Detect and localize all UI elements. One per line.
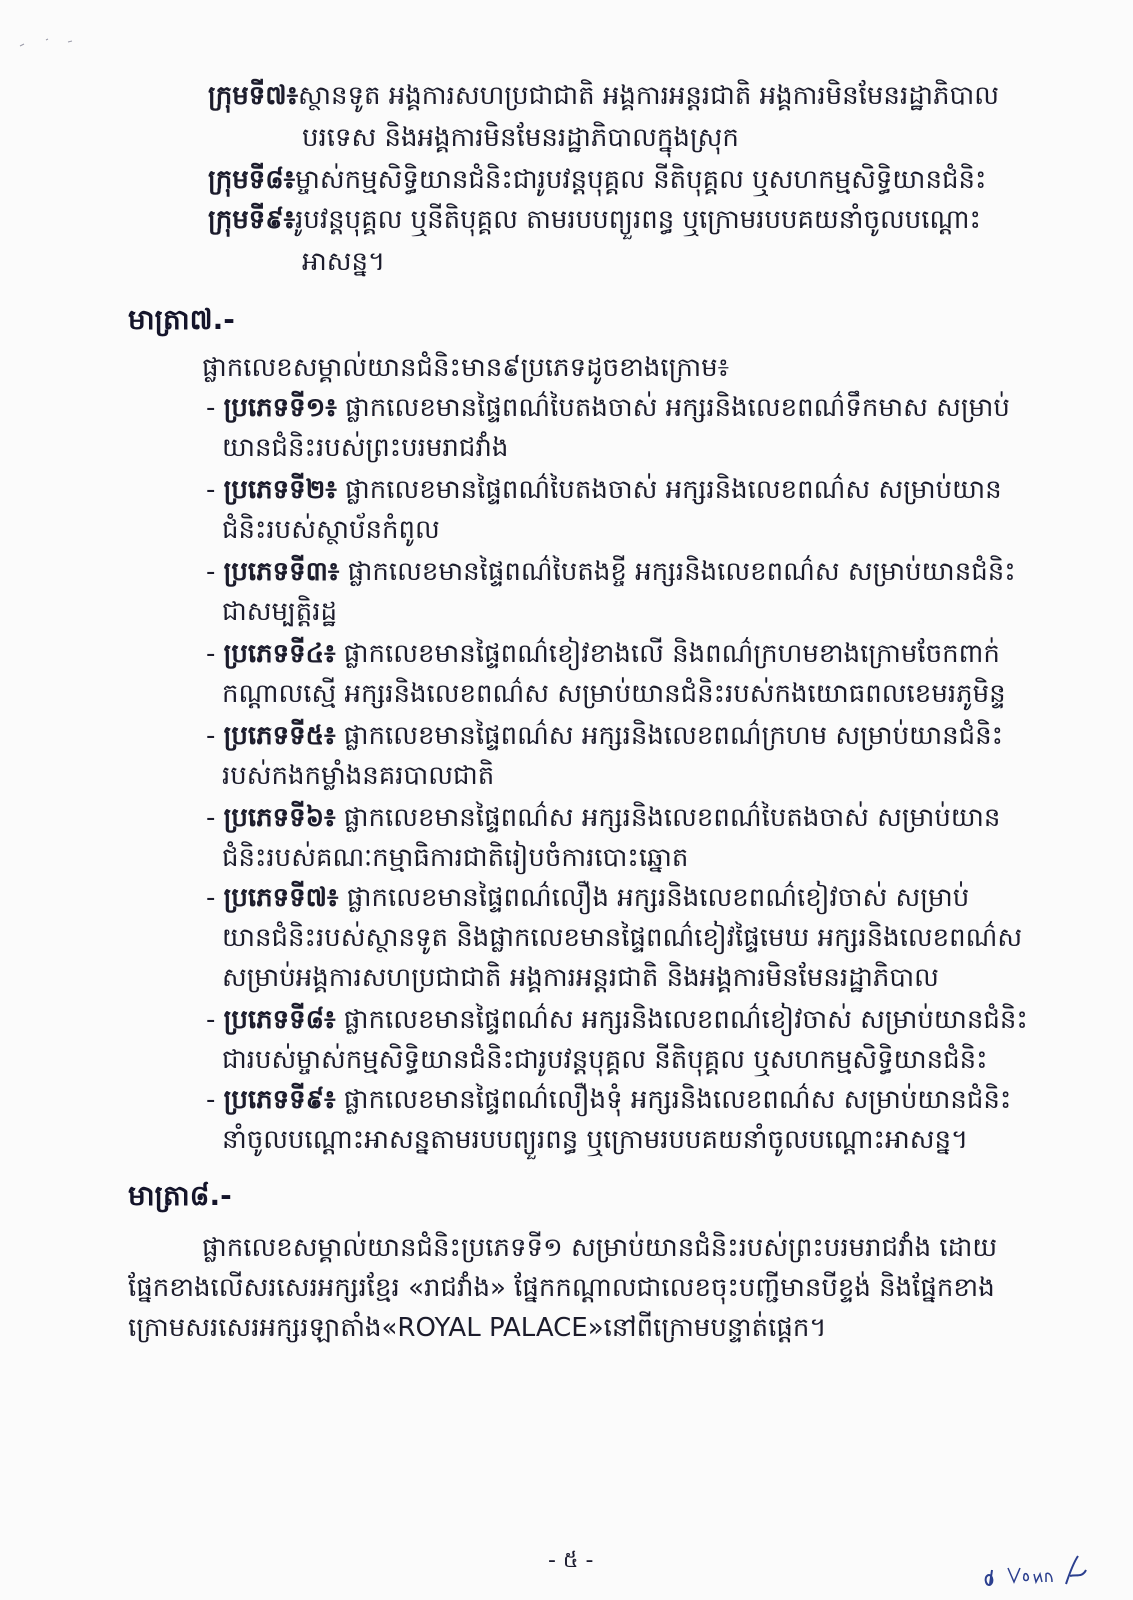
list-dash: - <box>206 393 224 423</box>
list-dash: - <box>206 639 224 669</box>
type-7-line-2: យានជំនិះរបស់ស្ថានទូត និងផ្លាកលេខមានផ្ទៃពណ៌ខៀវផ្ទៃមេឃ អក្សរនិងលេខពណ៌ស <box>222 923 1023 953</box>
type-7-line-3: សម្រាប់អង្គការសហប្រជាជាតិ អង្គការអន្តរជាតិ និងអង្គការមិនមែនរដ្ឋាភិបាល <box>222 963 939 993</box>
page-number: - ៥ - <box>548 1548 594 1573</box>
type-1-line-1 <box>206 388 1010 428</box>
group-8-label: ក្រុមទី៨៖ <box>208 165 296 195</box>
type-6-text: ផ្លាកលេខមានផ្ទៃពណ៌ស អក្សរនិងលេខពណ៌បៃតងចាស់ សម្រាប់យាន <box>343 803 1001 833</box>
type-8-label: ប្រភេទទី៨៖ <box>223 1005 336 1035</box>
type-3-text: ផ្លាកលេខមានផ្ទៃពណ៌បៃតងខ្ចី អក្សរនិងលេខពណ៌ស សម្រាប់យានជំនិះ <box>347 557 1016 587</box>
type-8-line-1 <box>206 1000 1028 1040</box>
type-6-line-1 <box>206 798 1000 838</box>
type-9-label: ប្រភេទទី៩៖ <box>223 1085 336 1115</box>
group-9-line-1: ក្រុមទី៩៖រូបវន្តបុគ្គល ឬនីតិបុគ្គល តាមរបបព្យួរពន្ធ ឬក្រោមរបបគយនាំចូលបណ្តោះ <box>208 205 981 235</box>
type-3-label: ប្រភេទទី៣៖ <box>223 557 340 587</box>
type-6-line-2: ជំនិះរបស់គណៈកម្មាធិការជាតិរៀបចំការបោះឆ្នោត <box>222 843 689 873</box>
type-8-line-2: ជារបស់ម្ចាស់កម្មសិទ្ធិយានជំនិះជារូបវន្តបុគ្គល នីតិបុគ្គល ឬសហកម្មសិទ្ធិយានជំនិះ <box>222 1045 988 1075</box>
type-7-line-1 <box>206 878 969 918</box>
article-8-line-3: ក្រោមសរសេរអក្សរឡាតាំង«ROYAL PALACE»នៅពីក្រោមបន្ទាត់ផ្តេក។ <box>128 1313 827 1343</box>
group-9-label: ក្រុមទី៩៖ <box>208 205 296 235</box>
type-2-text: ផ្លាកលេខមានផ្ទៃពណ៌បៃតងចាស់ អក្សរនិងលេខពណ៌ស សម្រាប់យាន <box>345 475 1002 505</box>
type-4-text: ផ្លាកលេខមានផ្ទៃពណ៌ខៀវខាងលើ និងពណ៌ក្រហមខាងក្រោមចែកពាក់ <box>343 639 1000 669</box>
group-7-line-2: បរទេស និងអង្គការមិនមែនរដ្ឋាភិបាលក្នុងស្រុក <box>302 123 739 153</box>
type-7-label: ប្រភេទទី៧៖ <box>223 883 339 913</box>
type-9-line-1 <box>206 1080 1011 1120</box>
group-9-line-2: អាសន្ន។ <box>302 247 386 277</box>
list-dash: - <box>206 1005 224 1035</box>
article-7-intro: ផ្លាកលេខសម្គាល់យានជំនិះមាន៩ប្រភេទដូចខាងក្រោម៖ <box>202 353 730 383</box>
type-4-line-2: កណ្តាលស្មើ អក្សរនិងលេខពណ៌ស សម្រាប់យានជំនិះរបស់កងយោធពលខេមរភូមិន្ទ <box>222 679 1006 709</box>
type-4-label: ប្រភេទទី៤៖ <box>223 639 336 669</box>
type-9-line-2: នាំចូលបណ្តោះអាសន្នតាមរបបព្យួរពន្ធ ឬក្រោមរបបគយនាំចូលបណ្តោះអាសន្ន។ <box>222 1125 969 1155</box>
type-6-label: ប្រភេទទី៦៖ <box>223 803 336 833</box>
list-dash: - <box>206 475 224 505</box>
type-8-text: ផ្លាកលេខមានផ្ទៃពណ៌ស អក្សរនិងលេខពណ៌ខៀវចាស់ សម្រាប់យានជំនិះ <box>343 1005 1028 1035</box>
article-8-line-2: ផ្នែកខាងលើសរសេរអក្សរខ្មែរ «រាជវាំង» ផ្នែកកណ្តាលជាលេខចុះបញ្ជីមានបីខ្ទង់ និងផ្នែកខាង <box>128 1273 995 1303</box>
list-dash: - <box>206 557 224 587</box>
group-7-label: ក្រុមទី៧៖ <box>208 81 299 111</box>
type-7-text: ផ្លាកលេខមានផ្ទៃពណ៌លឿង អក្សរនិងលេខពណ៌ខៀវចាស់ សម្រាប់ <box>346 883 970 913</box>
type-5-label: ប្រភេទទី៥៖ <box>223 721 336 751</box>
list-dash: - <box>206 721 224 751</box>
article-7-heading: មាត្រា៧.- <box>128 303 235 336</box>
group-8-line-1: ក្រុមទី៨៖ម្ចាស់កម្មសិទ្ធិយានជំនិះជារូបវន្តបុគ្គល នីតិបុគ្គល ឬសហកម្មសិទ្ធិយានជំនិះ <box>208 165 987 195</box>
type-4-line-1 <box>206 634 1000 674</box>
scan-speck <box>18 36 78 50</box>
list-dash: - <box>206 883 224 913</box>
type-1-text: ផ្លាកលេខមានផ្ទៃពណ៌បៃតងចាស់ អក្សរនិងលេខពណ៌ទឹកមាស សម្រាប់ <box>345 393 1010 423</box>
article-8-heading: មាត្រា៨.- <box>128 1179 232 1212</box>
list-dash: - <box>206 1085 224 1115</box>
type-1-label: ប្រភេទទី១៖ <box>223 393 337 423</box>
type-3-line-1 <box>206 552 1016 592</box>
type-2-label: ប្រភេទទី២៖ <box>223 475 337 505</box>
list-dash: - <box>206 803 224 833</box>
type-5-line-1 <box>206 716 1003 756</box>
type-1-line-2: យានជំនិះរបស់ព្រះបរមរាជវាំង <box>222 433 509 463</box>
type-3-line-2: ជាសម្បត្តិរដ្ឋ <box>222 597 338 627</box>
type-2-line-1 <box>206 470 1002 510</box>
group-7-line-1: ក្រុមទី៧៖ស្ថានទូត អង្គការសហប្រជាជាតិ អង្គការអន្តរជាតិ អង្គការមិនមែនរដ្ឋាភិបាល <box>208 81 999 111</box>
signature-initials <box>978 1548 1098 1594</box>
type-5-text: ផ្លាកលេខមានផ្ទៃពណ៌ស អក្សរនិងលេខពណ៌ក្រហម សម្រាប់យានជំនិះ <box>343 721 1004 751</box>
type-2-line-2: ជំនិះរបស់ស្ថាប័នកំពូល <box>222 515 440 545</box>
type-5-line-2: របស់កងកម្លាំងនគរបាលជាតិ <box>222 761 495 791</box>
type-9-text: ផ្លាកលេខមានផ្ទៃពណ៌លឿងទុំ អក្សរនិងលេខពណ៌ស សម្រាប់យានជំនិះ <box>343 1085 1012 1115</box>
article-8-line-1: ផ្លាកលេខសម្គាល់យានជំនិះប្រភេទទី១ សម្រាប់យានជំនិះរបស់ព្រះបរមរាជវាំង ដោយ <box>202 1233 998 1263</box>
